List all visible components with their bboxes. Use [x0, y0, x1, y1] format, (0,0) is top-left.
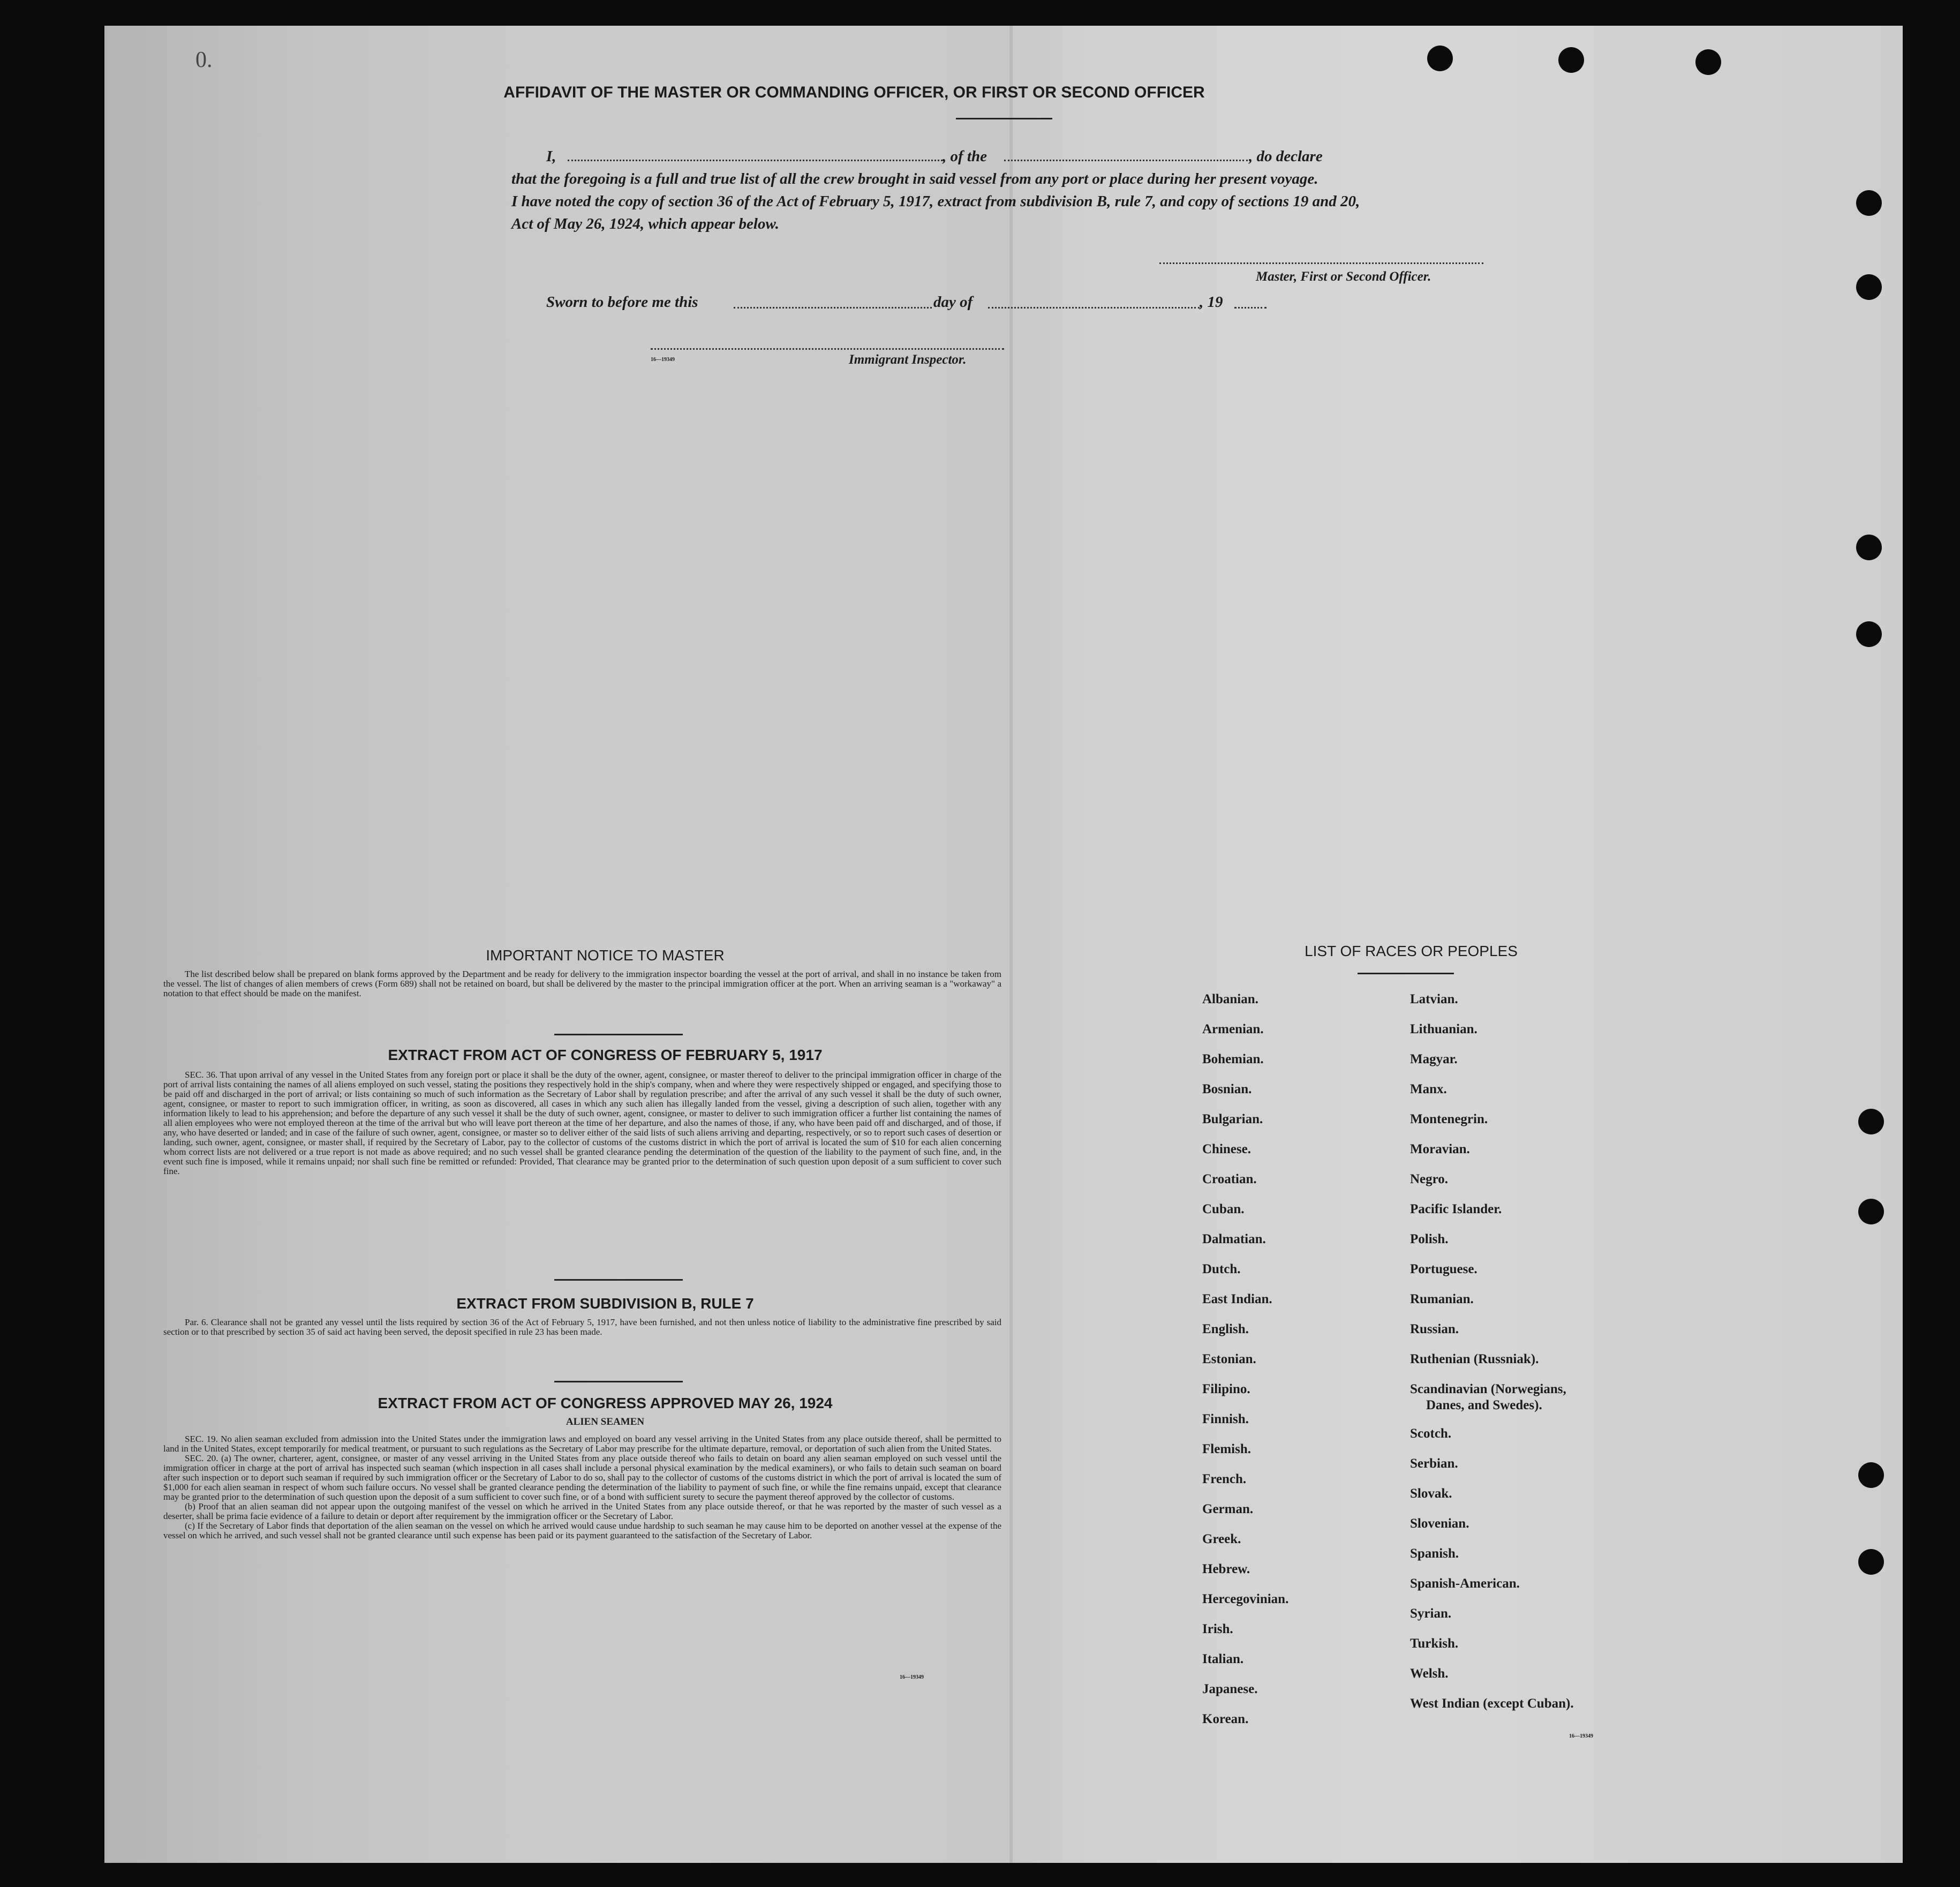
- section-36-paragraph: SEC. 36. That upon arrival of any vessel in the United States from any foreign port or place it shall be the duty of the owner, agent, consignee, or master thereof to deliver to the principal immigration officer in charge of the port of arrival lists containing the names of all aliens employed on such vessel, stating the positions they respectively hold in the ship's company, when and where they were respectively shipped or engaged, and specifying those to be paid off and discharged in the port of arrival; or lists containing so much of such information as the Secretary of Labor shall by regulation prescribe; and after the arrival of any such vessel it shall be the duty of such owner, agent, consignee, or master to report to such immigration officer, in writing, as soon as discovered, all cases in which any such alien has illegally landed from the vessel, giving a description of such alien, together with any information likely to lead to his apprehension; and before the departure of any such vessel it shall be the duty of such owner, agent, consignee, or master to deliver to such immigration officer a further list containing the names of all alien employees who were not employed thereon at the time of the arrival but who will leave port thereon at the time of her departure, and also the names of those, if any, who have been paid off and discharged, and of those, if any, who have deserted or landed; and in case of the failure of such owner, agent, consignee, or master so to deliver either of the said lists of such aliens arriving and departing, respectively, or so to report such cases of desertion or landing, such owner, agent, consignee, or master shall, if required by the Secretary of Labor, pay to the collector of customs of the customs district in which the port of arrival is located the sum of $10 for each alien concerning whom correct lists are not delivered or a true report is not made as above required; and no such vessel shall be granted clearance pending the determination of the question of the liability to the payment of such fine, and, in the event such fine is imposed, while it remains unpaid; nor shall such fine be remitted or refunded: Provided, That clearance may be granted prior to the determination of such question upon deposit of a sum sufficient to cover such fine.: [163, 1070, 1001, 1176]
- race-item: Chinese.: [1202, 1142, 1251, 1156]
- race-item: Japanese.: [1202, 1682, 1258, 1696]
- race-item: Croatian.: [1202, 1172, 1257, 1186]
- race-item: Greek.: [1202, 1532, 1241, 1546]
- extract-1917-title: EXTRACT FROM ACT OF CONGRESS OF FEBRUARY 5, 1917: [388, 1047, 823, 1063]
- races-right-column: [1410, 984, 1574, 1719]
- races-left-column: [1202, 984, 1288, 1734]
- race-item: Latvian.: [1410, 992, 1458, 1006]
- subdivision-text: [163, 1318, 1001, 1337]
- extract-1917-text: [163, 1070, 1001, 1176]
- sworn-text: Sworn to before me this: [546, 294, 698, 311]
- race-item: Bohemian.: [1202, 1052, 1264, 1066]
- master-signature-blank: [1159, 262, 1483, 264]
- race-item: West Indian (except Cuban).: [1410, 1696, 1574, 1711]
- race-item: Negro.: [1410, 1172, 1449, 1186]
- day-blank: [734, 307, 932, 309]
- race-item: Russian.: [1410, 1322, 1459, 1336]
- race-item: Hercegovinian.: [1202, 1592, 1289, 1606]
- race-item: Armenian.: [1202, 1022, 1264, 1036]
- race-item: Rumanian.: [1410, 1292, 1474, 1306]
- race-item: Dalmatian.: [1202, 1232, 1266, 1246]
- race-item: Magyar.: [1410, 1052, 1458, 1066]
- race-item: Spanish-American.: [1410, 1576, 1520, 1591]
- race-item: Turkish.: [1410, 1636, 1459, 1651]
- document-page: [104, 26, 1903, 1863]
- race-item: Scandinavian (Norwegians,: [1410, 1382, 1566, 1396]
- divider: [554, 1381, 683, 1382]
- race-item: Estonian.: [1202, 1352, 1256, 1366]
- vessel-blank: [1004, 160, 1248, 161]
- notice-title: IMPORTANT NOTICE TO MASTER: [486, 947, 725, 964]
- divider: [956, 118, 1052, 119]
- affidavit-declare: , do declare: [1249, 148, 1323, 165]
- extract-1924-title: EXTRACT FROM ACT OF CONGRESS APPROVED MAY 26, 1924: [378, 1395, 833, 1411]
- master-label: Master, First or Second Officer.: [1256, 269, 1431, 284]
- section-20a-paragraph: SEC. 20. (a) The owner, charterer, agent, consignee, or master of any vessel arriving in the United States from any place outside thereof who fails to detain on board any alien seaman employed on such vessel until the immigration officer in charge at the port of arrival has inspected such seaman (which inspection in all cases shall include a personal physical examination by the medical examiners), or who fails to detain such seaman on board after such inspection or to deport such seaman if required by such immigration officer or the Secretary of Labor to do so, shall pay to the collector of customs of the customs district in which the port of arrival is located the sum of $1,000 for each alien seaman in respect of whom such failure occurs. No vessel shall be granted clearance pending the determination of the liability to payment of such fine, or while the fine remains unpaid, except that clearance may be granted prior to the determination of such question upon the deposit of a sum sufficient to cover such fine, or of a bond with sufficient surety to secure the payment thereof approved by the collector of customs.: [163, 1453, 1001, 1502]
- day-of-text: day of: [933, 294, 973, 311]
- race-item: Polish.: [1410, 1232, 1449, 1246]
- race-item: Manx.: [1410, 1082, 1447, 1096]
- year-text: , 19: [1200, 294, 1223, 311]
- punch-hole: [1858, 1549, 1884, 1575]
- divider: [554, 1034, 683, 1035]
- inspector-signature-blank: [651, 348, 1004, 350]
- punch-hole: [1856, 274, 1882, 300]
- extract-1924-text: [163, 1434, 1001, 1540]
- race-item: Ruthenian (Russniak).: [1410, 1352, 1539, 1366]
- punch-hole: [1858, 1462, 1884, 1488]
- punch-hole: [1858, 1199, 1884, 1224]
- race-item: Scotch.: [1410, 1426, 1452, 1441]
- race-item: Bosnian.: [1202, 1082, 1252, 1096]
- race-item: Dutch.: [1202, 1262, 1241, 1276]
- race-item: Slovak.: [1410, 1486, 1452, 1501]
- affidavit-of-the: , of the: [943, 148, 987, 165]
- inspector-label: Immigrant Inspector.: [849, 352, 967, 367]
- races-title: LIST OF RACES OR PEOPLES: [1305, 943, 1518, 959]
- month-blank: [988, 307, 1200, 309]
- form-number-right: 16—19349: [1569, 1733, 1593, 1739]
- race-item: Montenegrin.: [1410, 1112, 1488, 1126]
- race-item: Italian.: [1202, 1652, 1244, 1666]
- race-item: French.: [1202, 1472, 1247, 1486]
- race-item: Cuban.: [1202, 1202, 1245, 1216]
- race-item: Spanish.: [1410, 1546, 1459, 1561]
- form-number-left: 16—19349: [900, 1674, 924, 1680]
- race-item: Welsh.: [1410, 1666, 1449, 1681]
- race-item: English.: [1202, 1322, 1249, 1336]
- subdivision-title: EXTRACT FROM SUBDIVISION B, RULE 7: [456, 1295, 754, 1312]
- race-item: Serbian.: [1410, 1456, 1458, 1471]
- race-item: Korean.: [1202, 1712, 1249, 1726]
- name-blank: [568, 160, 943, 161]
- race-item: Filipino.: [1202, 1382, 1250, 1396]
- alien-seamen-subtitle: ALIEN SEAMEN: [566, 1416, 645, 1427]
- page-fold: [1009, 26, 1013, 1863]
- race-item: Hebrew.: [1202, 1562, 1250, 1576]
- race-item: Albanian.: [1202, 992, 1258, 1006]
- form-number-top: 16—19349: [651, 357, 675, 363]
- race-item: Irish.: [1202, 1622, 1233, 1636]
- punch-hole: [1558, 47, 1584, 73]
- race-item: Portuguese.: [1410, 1262, 1477, 1276]
- section-20b-paragraph: (b) Proof that an alien seaman did not appear upon the outgoing manifest of the vessel on which he arrived in the United States from any place outside thereof, or that he was reported by the master of such vessel as a deserter, shall be prima facie evidence of a failure to detain or deport after requirement by the immigration officer or the Secretary of Labor.: [163, 1501, 1001, 1521]
- divider: [554, 1279, 683, 1281]
- punch-hole: [1856, 190, 1882, 216]
- race-item: Syrian.: [1410, 1606, 1452, 1621]
- race-item: Moravian.: [1410, 1142, 1470, 1156]
- affidavit-line2: that the foregoing is a full and true list of all the crew brought in said vessel from any port or place during her present voyage.: [511, 170, 1318, 187]
- punch-hole: [1856, 535, 1882, 560]
- affidavit-i: I,: [546, 148, 556, 165]
- affidavit-line4: Act of May 26, 1924, which appear below.: [511, 215, 779, 232]
- punch-hole: [1695, 49, 1721, 75]
- notice-text: [163, 969, 1001, 998]
- affidavit-line3: I have noted the copy of section 36 of the Act of February 5, 1917, extract from subdivision B, rule 7, and copy of sections 19 and 20,: [511, 193, 1360, 210]
- notice-paragraph: The list described below shall be prepared on blank forms approved by the Department and be ready for delivery to the immigration inspector boarding the vessel at the port of arrival, and shall in no instance be taken from the vessel. The list of changes of alien members of crews (Form 689) shall not be retained on board, but shall be delivered by the master to the principal immigration officer at the port. When an arriving seaman is a "workaway" a notation to that effect should be made on the manifest.: [163, 969, 1001, 998]
- race-item: Pacific Islander.: [1410, 1202, 1502, 1216]
- race-item: Lithuanian.: [1410, 1022, 1477, 1036]
- punch-hole: [1427, 46, 1453, 71]
- year-blank: [1234, 307, 1267, 309]
- affidavit-title: AFFIDAVIT OF THE MASTER OR COMMANDING OFFICER, OR FIRST OR SECOND OFFICER: [503, 84, 1205, 101]
- race-item: East Indian.: [1202, 1292, 1272, 1306]
- par-6-paragraph: Par. 6. Clearance shall not be granted any vessel until the lists required by section 36 of the Act of February 5, 1917, have been furnished, and not then unless notice of liability to the administrative fine prescribed by said section or to that prescribed by section 35 of said act having been served, the deposit specified in rule 23 has been made.: [163, 1317, 1001, 1337]
- race-item: German.: [1202, 1502, 1254, 1516]
- race-item: Flemish.: [1202, 1442, 1251, 1456]
- section-19-paragraph: SEC. 19. No alien seaman excluded from admission into the United States under the immigration laws and employed on board any vessel arriving in the United States from any place outside thereof, shall be permitted to land in the United States, except temporarily for medical treatment, or pursuant to such regulations as the Secretary of Labor may prescribe for the ultimate departure, removal, or deportation of such alien from the United States.: [163, 1434, 1001, 1454]
- section-20c-paragraph: (c) If the Secretary of Labor finds that deportation of the alien seaman on the vessel on which he arrived would cause undue hardship to such seaman he may cause him to be deported on another vessel at the expense of the vessel on which he arrived, and such vessel shall not be granted clearance until such expense has been paid or its payment guaranteed to the satisfaction of the Secretary of Labor.: [163, 1521, 1001, 1540]
- punch-hole: [1858, 1109, 1884, 1134]
- race-item: Finnish.: [1202, 1412, 1249, 1426]
- race-item: Danes, and Swedes).: [1426, 1398, 1542, 1412]
- race-item: Slovenian.: [1410, 1516, 1469, 1531]
- divider: [1358, 973, 1454, 974]
- punch-hole: [1856, 621, 1882, 647]
- corner-mark: 0.: [195, 48, 213, 72]
- race-item: Bulgarian.: [1202, 1112, 1263, 1126]
